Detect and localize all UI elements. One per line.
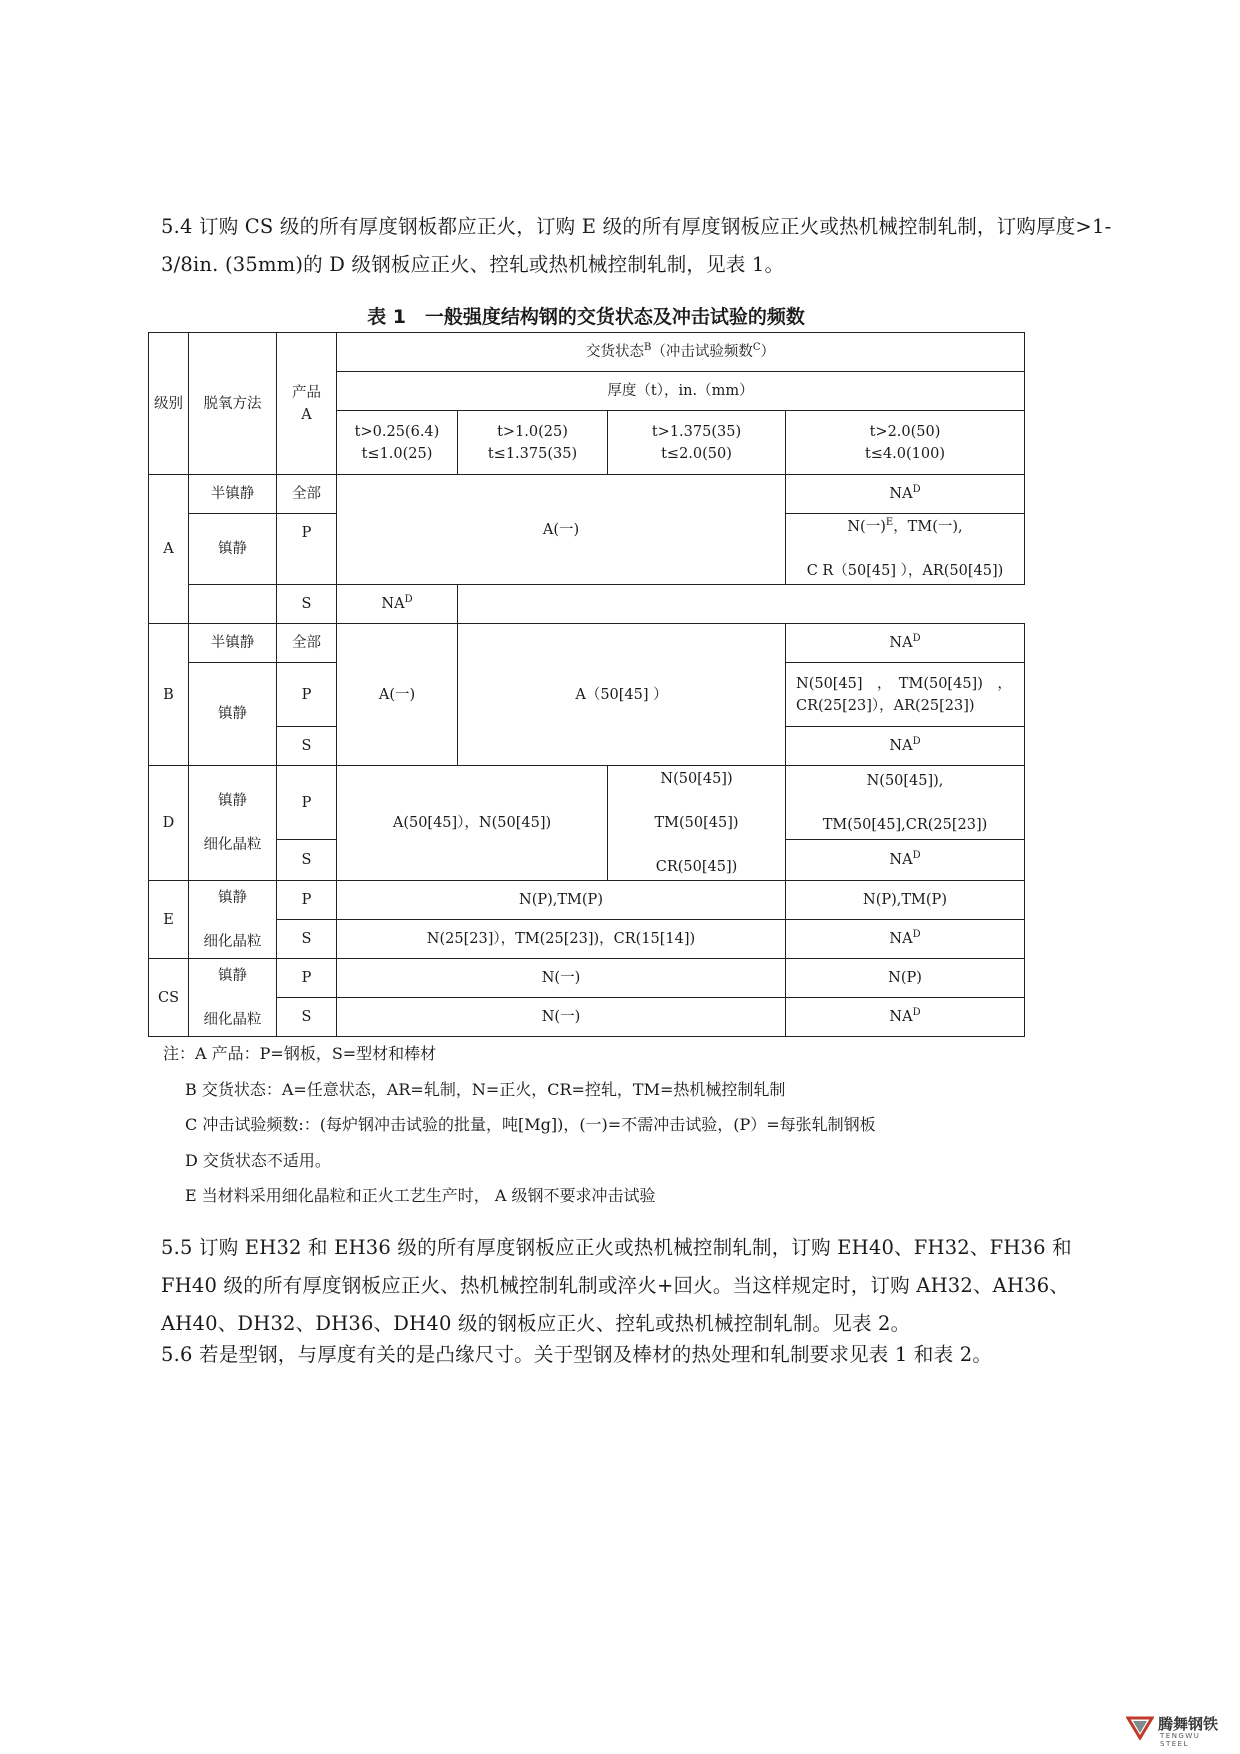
range-2: t>1.0(25) t≤1.375(35) bbox=[458, 411, 608, 475]
header-grade: 级别 bbox=[149, 333, 189, 475]
deox-killed-fine-grain: 镇静 细化晶粒 bbox=[189, 766, 277, 881]
table-cell: $NA^D$ bbox=[786, 624, 1025, 663]
grade-b-col1: A(一) bbox=[337, 624, 458, 766]
grade-d: D bbox=[149, 766, 189, 881]
table-cell: $NA^D$ bbox=[786, 840, 1025, 881]
table-cell: N(P),TM(P) bbox=[786, 881, 1025, 920]
paragraph-5-6: 5.6 若是型钢，与厚度有关的是凸缘尺寸。关于型钢及棒材的热处理和轧制要求见表 1 和表 2。 bbox=[161, 1343, 993, 1366]
note-b: B 交货状态：A=任意状态，AR=轧制，N=正火，CR=控轧，TM=热机械控制轧制 bbox=[185, 1079, 786, 1099]
product-p: P bbox=[277, 959, 337, 998]
company-logo bbox=[1126, 1710, 1230, 1748]
product-all: 全部 bbox=[277, 475, 337, 514]
table-cell: N(50[45]), TM(50[45],CR(25[23]) bbox=[786, 766, 1025, 840]
delivery-condition-table bbox=[148, 332, 1025, 1037]
table-notes bbox=[163, 1036, 876, 1214]
table-cell: N(P) bbox=[786, 959, 1025, 998]
deox-killed: 镇静 bbox=[189, 663, 277, 766]
deox-semi-killed: 半镇静 bbox=[189, 475, 277, 514]
grade-e-p-main: N(P),TM(P) bbox=[337, 881, 786, 920]
deox-killed-fine-grain: 镇静 细化晶粒 bbox=[189, 959, 277, 1037]
deox-killed bbox=[189, 585, 277, 624]
paragraph-5-5: 5.5 订购 EH32 和 EH36 级的所有厚度钢板应正火或热机械控制轧制，订购 EH40、FH32、FH36 和 FH40 级的所有厚度钢板应正火、热机械控制轧制或淬火+回火。当这样规定时，订购 AH32、AH36、AH40、DH32、DH36、DH40 级的钢板应正火、控轧或热机械控制轧制。见表 2。 bbox=[161, 1236, 1072, 1335]
grade-a-main: A(一) bbox=[337, 475, 786, 585]
header-thickness: 厚度（t），in.（mm） bbox=[337, 372, 1025, 411]
grade-cs: CS bbox=[149, 959, 189, 1037]
table-cell: $NA^D$ bbox=[337, 585, 458, 624]
table-cell: N(一)$^E$，TM(一), C R（50[45] ），AR(50[45]) bbox=[786, 514, 1025, 585]
product-s: S bbox=[277, 920, 337, 959]
table-cell: $NA^D$ bbox=[786, 475, 1025, 514]
grade-b: B bbox=[149, 624, 189, 766]
paragraph-5-4: 5.4 订购 CS 级的所有厚度钢板都应正火，订购 E 级的所有厚度钢板应正火或热机械控制轧制，订购厚度>1-3/8in. (35mm)的 D 级钢板应正火、控轧或热机械控制轧制，见表 1。 bbox=[161, 215, 1112, 276]
note-e: E 当材料采用细化晶粒和正火工艺生产时， A 级钢不要求冲击试验 bbox=[185, 1186, 656, 1205]
logo-text: 腾舞钢铁 bbox=[1158, 1715, 1219, 1733]
header-delivery-condition: 交货状态$^B$（冲击试验频数$^C$） bbox=[337, 333, 1025, 372]
header-product: 产品 A bbox=[277, 333, 337, 475]
header-deoxidation: 脱氧方法 bbox=[189, 333, 277, 475]
grade-cs-p-main: N(一) bbox=[337, 959, 786, 998]
grade-e-s-main: N(25[23]），TM(25[23])，CR(15[14]) bbox=[337, 920, 786, 959]
deox-killed: 镇静 bbox=[189, 514, 277, 585]
logo-subtext: TENGWU STEEL bbox=[1160, 1732, 1201, 1748]
note-a: 注：A 产品：P=钢板，S=型材和棒材 bbox=[163, 1044, 437, 1063]
product-s: S bbox=[277, 840, 337, 881]
table-cell: N(50[45] ， TM(50[45]) ， CR(25[23]），AR(25[23]) bbox=[786, 663, 1025, 727]
product-p: P bbox=[277, 663, 337, 727]
grade-d-col3: N(50[45]) TM(50[45]) CR(50[45]) bbox=[608, 766, 786, 881]
table-cell: $NA^D$ bbox=[786, 920, 1025, 959]
product-s: S bbox=[277, 727, 337, 766]
range-4: t>2.0(50) t≤4.0(100) bbox=[786, 411, 1025, 475]
deox-semi-killed: 半镇静 bbox=[189, 624, 277, 663]
product-s: S bbox=[277, 998, 337, 1037]
range-1: t>0.25(6.4) t≤1.0(25) bbox=[337, 411, 458, 475]
table-cell: $NA^D$ bbox=[786, 998, 1025, 1037]
note-d: D 交货状态不适用。 bbox=[185, 1150, 331, 1170]
grade-d-col12: A(50[45]），N(50[45]) bbox=[337, 766, 608, 881]
range-3: t>1.375(35) t≤2.0(50) bbox=[608, 411, 786, 475]
table-caption: 表 1 一般强度结构钢的交货状态及冲击试验的频数 bbox=[367, 306, 805, 328]
grade-cs-s-main: N(一) bbox=[337, 998, 786, 1037]
note-c: C 冲击试验频数:：(每炉钢冲击试验的批量，吨[Mg])，(一)=不需冲击试验，(P）=每张轧制钢板 bbox=[185, 1115, 876, 1134]
table-cell: $NA^D$ bbox=[786, 727, 1025, 766]
product-all: 全部 bbox=[277, 624, 337, 663]
grade-a: A bbox=[149, 475, 189, 624]
deox-killed-fine-grain: 镇静 细化晶粒 bbox=[189, 881, 277, 959]
product-p: P bbox=[277, 766, 337, 840]
product-p: P bbox=[277, 514, 337, 585]
product-p: P bbox=[277, 881, 337, 920]
product-s: S bbox=[277, 585, 337, 624]
grade-e: E bbox=[149, 881, 189, 959]
logo-mark-icon bbox=[1126, 1712, 1154, 1740]
grade-b-col23: A（50[45] ） bbox=[458, 624, 786, 766]
